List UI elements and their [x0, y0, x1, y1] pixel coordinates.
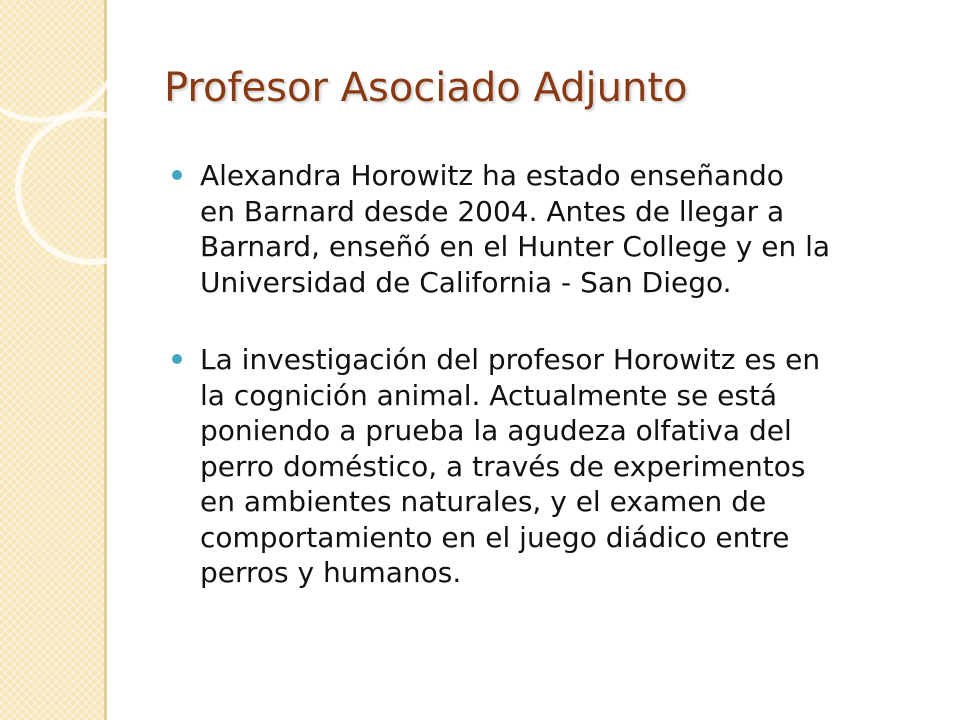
bullet-item — [172, 342, 932, 591]
decorative-circle-small — [18, 114, 166, 262]
bullet-line: en Barnard desde 2004. Antes de llegar a — [200, 194, 785, 228]
bullet-line: comportamiento en el juego diádico entre — [200, 520, 790, 554]
bullet-item — [172, 158, 932, 300]
bullet-icon — [172, 170, 182, 180]
bullet-line: la cognición animal. Actualmente se está — [200, 378, 778, 412]
decorative-circle-large — [0, 0, 120, 120]
bullet-line: La investigación del profesor Horowitz es en — [200, 343, 821, 376]
bullet-line: perros y humanos. — [200, 556, 462, 589]
bullet-line: en ambientes naturales, y el examen de — [200, 485, 767, 518]
bullet-line: perro doméstico, a través de experimentos — [200, 449, 806, 483]
slide-title: Profesor Asociado Adjunto — [164, 65, 688, 111]
bullet-line: Barnard, enseñó en el Hunter College y en la — [200, 230, 831, 263]
bullet-list — [172, 158, 932, 591]
bullet-line: poniendo a prueba la agudeza olfativa del — [200, 414, 792, 447]
bullet-line: Alexandra Horowitz ha estado enseñando — [200, 159, 784, 192]
bullet-icon — [172, 354, 182, 364]
bullet-line: Universidad de California - San Diego. — [200, 265, 732, 299]
